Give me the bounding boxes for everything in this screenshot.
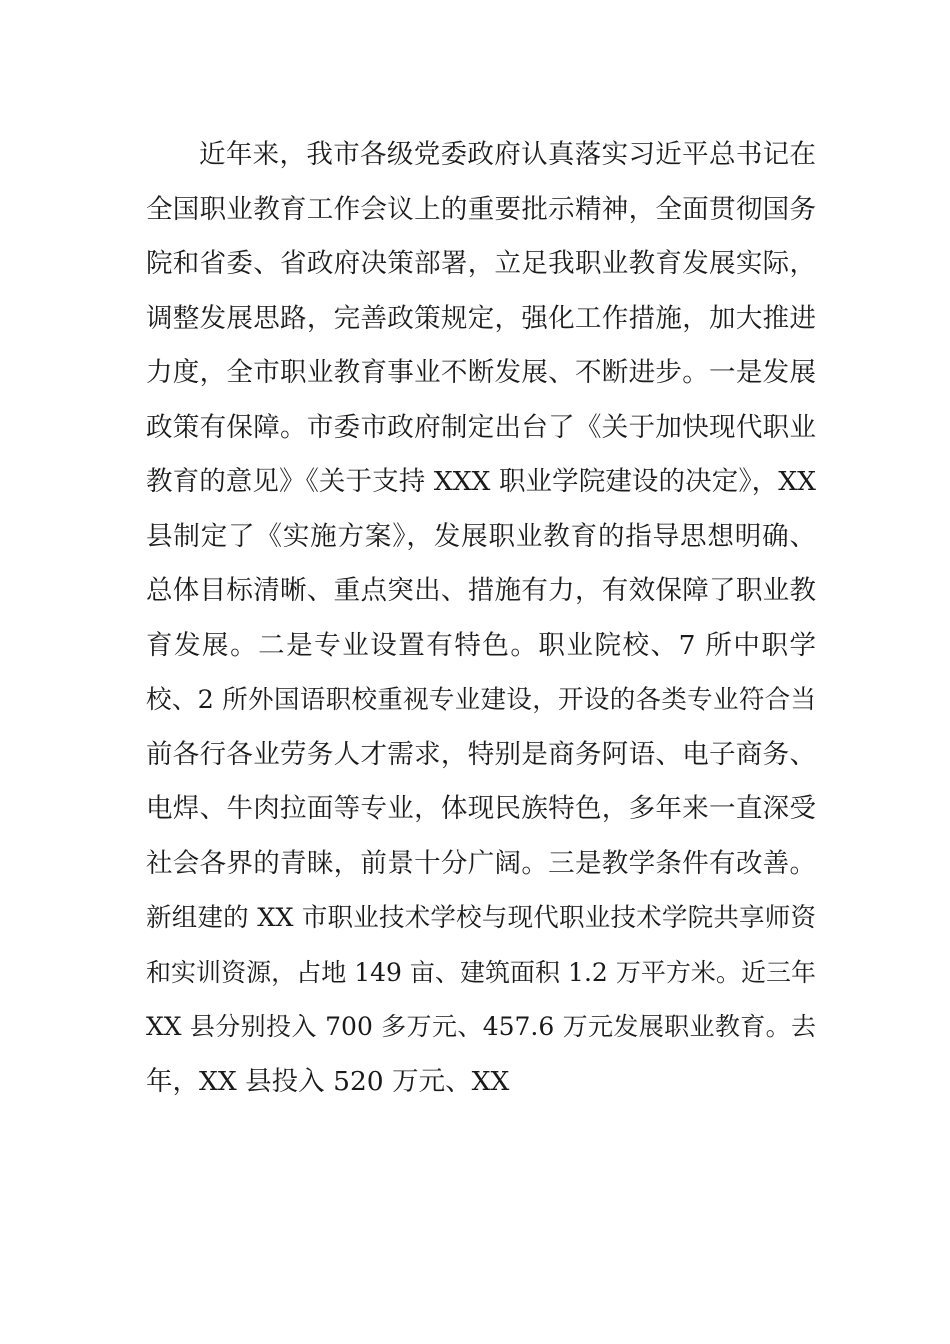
paragraph-line: 政策有保障。市委市政府制定出台了《关于加快现代职业 [146, 411, 816, 443]
body-paragraph [146, 128, 816, 1109]
paragraph-line: 电焊、牛肉拉面等专业，体现民族特色，多年来一直深受 [146, 793, 816, 824]
paragraph-line: 近年来，我市各级党委政府认真落实习近平总书记在 [199, 139, 816, 170]
paragraph-line: 总体目标清晰、重点突出、措施有力，有效保障了职业教 [146, 575, 816, 606]
paragraph-line: 新组建的 XX 市职业技术学校与现代职业技术学院共享师资 [146, 903, 816, 933]
paragraph-line: 县制定了《实施方案》，发展职业教育的指导思想明确、 [146, 520, 816, 552]
paragraph-line: XX 县分别投入 700 多万元、457.6 万元发展职业教育。去 [146, 1012, 816, 1041]
paragraph-line: 和实训资源，占地 149 亩、建筑面积 1.2 万平方米。近三年 [146, 957, 816, 987]
paragraph-line: 调整发展思路，完善政策规定，强化工作措施，加大推进 [146, 302, 816, 334]
paragraph-line: 社会各界的青睐，前景十分广阔。三是教学条件有改善。 [146, 847, 816, 879]
paragraph-line: 院和省委、省政府决策部署，立足我职业教育发展实际， [146, 248, 816, 279]
paragraph-line: 育发展。二是专业设置有特色。职业院校、7 所中职学 [146, 629, 816, 661]
paragraph-line: 教育的意见》《关于支持 XXX 职业学院建设的决定》，XX [146, 466, 816, 497]
paragraph-line: 校、2 所外国语职校重视专业建设，开设的各类专业符合当 [146, 685, 816, 715]
paragraph-line: 力度，全市职业教育事业不断发展、不断进步。一是发展 [146, 357, 816, 388]
paragraph-line: 年，XX 县投入 520 万元、XX [146, 1065, 510, 1097]
paragraph-line: 全国职业教育工作会议上的重要批示精神，全面贯彻国务 [146, 193, 816, 225]
paragraph-line: 前各行各业劳务人才需求，特别是商务阿语、电子商务、 [146, 738, 816, 770]
